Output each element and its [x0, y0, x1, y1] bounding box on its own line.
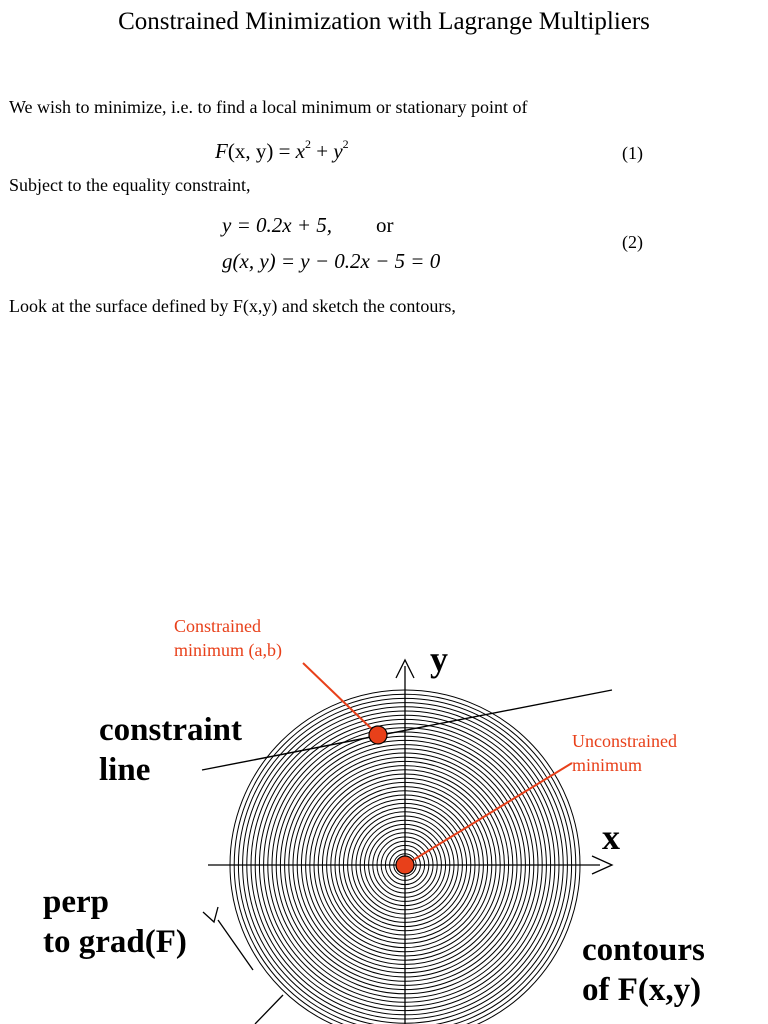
- eq1-args: (x, y): [227, 139, 274, 163]
- constrained-label-line-2: minimum (a,b): [174, 640, 282, 660]
- unconstrained-label-line-1: Unconstrained: [572, 731, 677, 751]
- perp-label: [43, 882, 187, 962]
- equation-1: [215, 137, 349, 164]
- eq1-equals: =: [273, 139, 296, 163]
- equation-2-line-2: [222, 249, 440, 274]
- eq1-power-y: 2: [342, 137, 349, 151]
- eq1-power-x: 2: [305, 137, 311, 151]
- unconstrained-label-line-2: minimum: [572, 755, 643, 775]
- contours-label-line-2: of F(x,y): [582, 972, 702, 1008]
- constraint-label-line-1: constraint: [99, 712, 242, 748]
- constrained-label-line-1: Constrained: [174, 616, 261, 636]
- perp-arrow: [203, 907, 218, 922]
- equation-2-or: or: [376, 213, 394, 237]
- contours-label: [582, 930, 705, 1010]
- perp-label-line-2: to grad(F): [43, 924, 187, 960]
- equation-1-number: (1): [622, 143, 643, 163]
- equation-2-line-1: [222, 213, 332, 238]
- perp-line: [218, 920, 253, 970]
- eq1-term-y: y: [333, 139, 343, 163]
- look-text: Look at the surface defined by F(x,y) and sketch the contours,: [9, 296, 456, 316]
- eq1-lhs: F: [215, 139, 228, 163]
- eq1-plus: +: [311, 139, 334, 163]
- intro-text: We wish to minimize, i.e. to find a local minimum or stationary point of: [9, 97, 528, 117]
- eq2-line2: g(x, y) = y − 0.2x − 5 = 0: [222, 249, 441, 273]
- contours-label-line-1: contours: [582, 932, 705, 968]
- constrained-minimum-point: [369, 726, 387, 744]
- constraint-line-label: [99, 710, 242, 790]
- page-title: Constrained Minimization with Lagrange Multipliers: [118, 8, 650, 35]
- equation-2-number: (2): [622, 232, 643, 252]
- perp-line-lower: [255, 995, 283, 1024]
- eq1-term-x: x: [295, 139, 305, 163]
- unconstrained-minimum-label: [572, 729, 677, 777]
- unconstrained-minimum-point: [396, 856, 414, 874]
- constrained-minimum-label: [174, 614, 282, 662]
- constraint-label-line-2: line: [99, 752, 151, 788]
- subject-text: Subject to the equality constraint,: [9, 175, 251, 195]
- eq2-line1: y = 0.2x + 5,: [222, 213, 332, 237]
- constraint-line: [202, 690, 612, 770]
- y-axis-label: y: [430, 639, 448, 679]
- perp-label-line-1: perp: [43, 884, 109, 920]
- x-axis-label: x: [602, 817, 620, 857]
